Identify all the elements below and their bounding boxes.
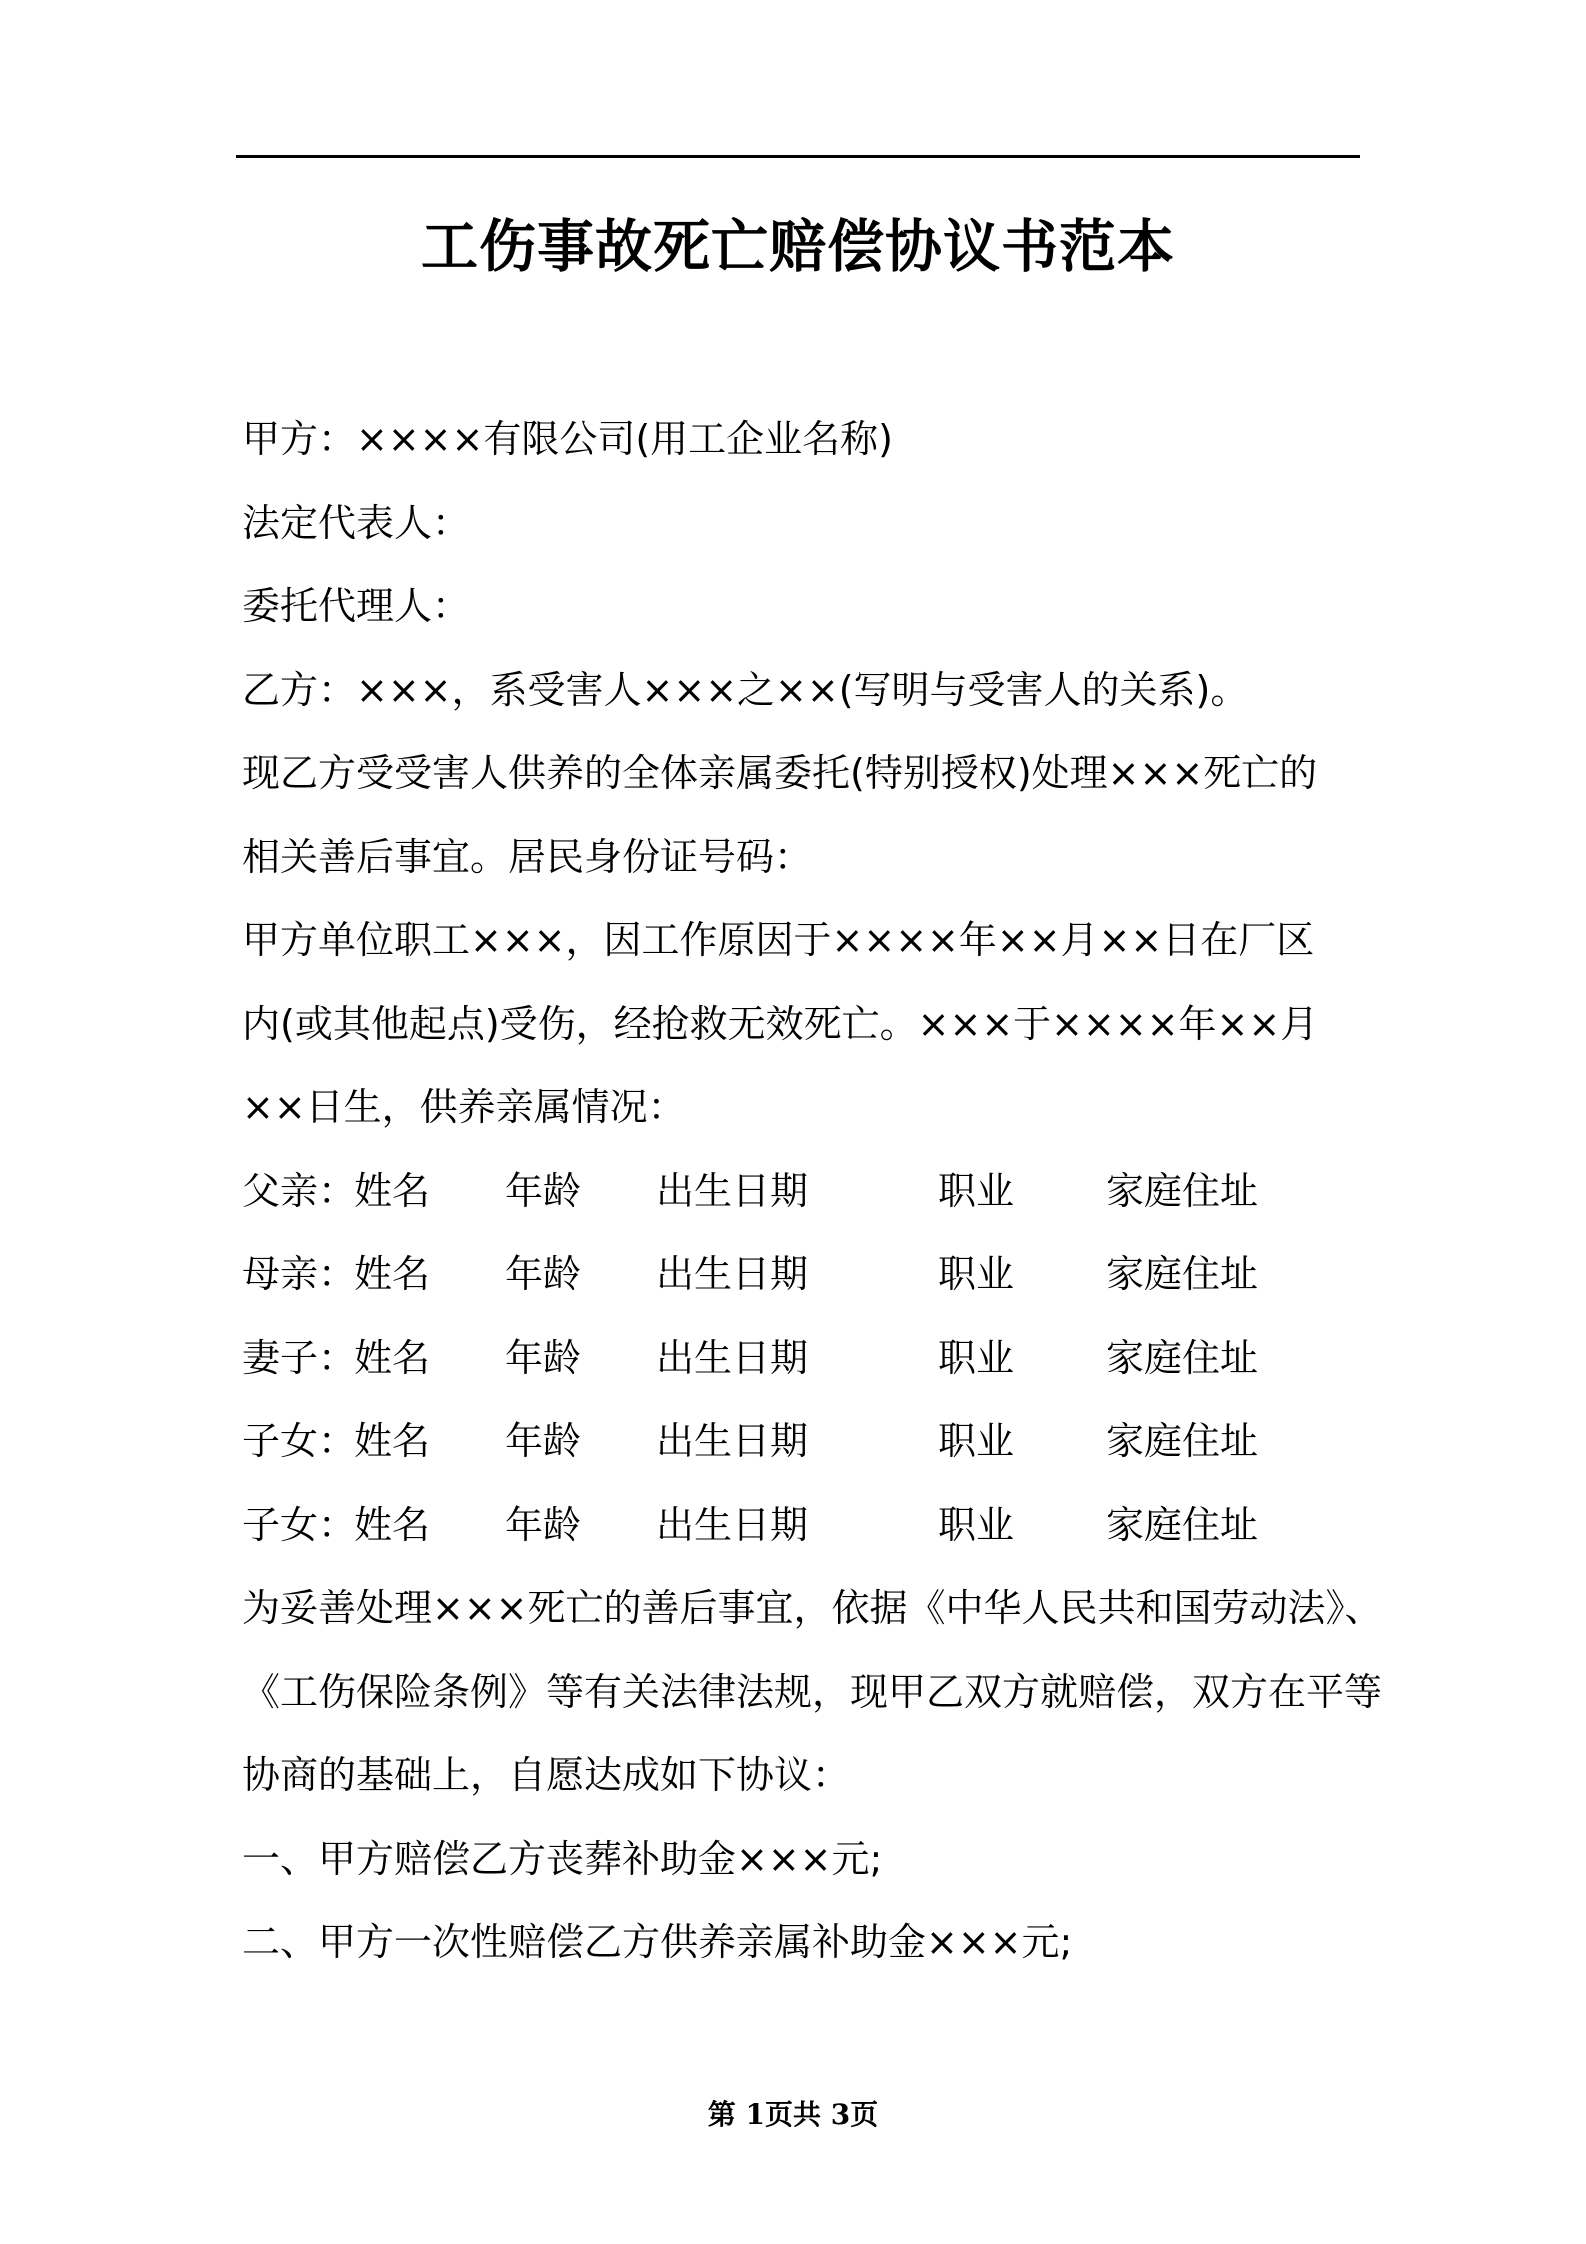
dependent-dob-field: 出生日期 <box>656 1335 809 1380</box>
document-title: 工伤事故死亡赔偿协议书范本 <box>421 214 1175 280</box>
dependent-age-field: 年龄 <box>505 1502 582 1547</box>
dependent-name-field: 姓名 <box>354 1168 431 1213</box>
paragraph-line: 协商的基础上，自愿达成如下协议： <box>242 1753 851 1797</box>
dependent-age-field: 年龄 <box>505 1168 582 1213</box>
dependent-relation: 子女： <box>242 1419 357 1463</box>
header-rule <box>236 155 1360 158</box>
paragraph-line: 《工伤保险条例》等有关法律法规，现甲乙双方就赔偿，双方在平等 <box>242 1669 1383 1714</box>
dependent-name-field: 姓名 <box>354 1335 431 1380</box>
dependent-relation: 母亲： <box>242 1252 357 1296</box>
paragraph-line: 内(或其他起点)受伤，经抢救无效死亡。×××于××××年××月 <box>242 1001 1319 1046</box>
dependent-job-field: 职业 <box>938 1502 1015 1547</box>
dependent-job-field: 职业 <box>938 1419 1015 1463</box>
dependent-dob-field: 出生日期 <box>656 1168 809 1213</box>
paragraph-line: 甲方单位职工×××，因工作原因于××××年××月××日在厂区 <box>242 918 1315 962</box>
dependent-row-child <box>242 1400 1382 1484</box>
dependent-row-child <box>242 1484 1382 1568</box>
dependent-address-field: 家庭住址 <box>1106 1502 1259 1547</box>
dependent-dob-field: 出生日期 <box>656 1252 809 1296</box>
dependent-address-field: 家庭住址 <box>1106 1419 1259 1463</box>
paragraph-line: 相关善后事宜。居民身份证号码： <box>242 834 813 879</box>
dependent-address-field: 家庭住址 <box>1106 1252 1259 1296</box>
document-body <box>242 398 1382 1985</box>
clause-two: 二、甲方一次性赔偿乙方供养亲属补助金×××元; <box>242 1920 1073 1964</box>
dependent-row-mother <box>242 1233 1382 1317</box>
dependent-job-field: 职业 <box>938 1252 1015 1296</box>
dependent-address-field: 家庭住址 <box>1106 1335 1259 1380</box>
dependent-age-field: 年龄 <box>505 1252 582 1296</box>
clause-one: 一、甲方赔偿乙方丧葬补助金×××元; <box>242 1836 883 1881</box>
dependent-row-father <box>242 1150 1382 1234</box>
dependent-name-field: 姓名 <box>354 1502 431 1547</box>
dependent-row-wife <box>242 1317 1382 1401</box>
dependent-job-field: 职业 <box>938 1168 1015 1213</box>
paragraph-line: 现乙方受受害人供养的全体亲属委托(特别授权)处理×××死亡的 <box>242 751 1318 795</box>
paragraph-line: 为妥善处理×××死亡的善后事宜，依据《中华人民共和国劳动法》、 <box>242 1586 1383 1630</box>
dependent-relation: 妻子： <box>242 1335 357 1380</box>
party-a-line: 甲方：××××有限公司(用工企业名称) <box>242 417 894 461</box>
dependent-dob-field: 出生日期 <box>656 1502 809 1547</box>
dependent-relation: 父亲： <box>242 1168 357 1213</box>
dependent-age-field: 年龄 <box>505 1335 582 1380</box>
paragraph-line: ××日生，供养亲属情况： <box>242 1085 686 1129</box>
dependent-address-field: 家庭住址 <box>1106 1168 1259 1213</box>
dependent-name-field: 姓名 <box>354 1252 431 1296</box>
dependent-relation: 子女： <box>242 1502 357 1547</box>
page-number: 第 1页共 3页 <box>707 2098 879 2131</box>
entrusted-agent-line: 委托代理人： <box>242 584 471 628</box>
dependent-age-field: 年龄 <box>505 1419 582 1463</box>
legal-representative-line: 法定代表人： <box>242 500 471 545</box>
dependent-name-field: 姓名 <box>354 1419 431 1463</box>
dependent-dob-field: 出生日期 <box>656 1419 809 1463</box>
party-b-line: 乙方：×××，系受害人×××之××(写明与受害人的关系)。 <box>242 667 1249 712</box>
dependent-job-field: 职业 <box>938 1335 1015 1380</box>
